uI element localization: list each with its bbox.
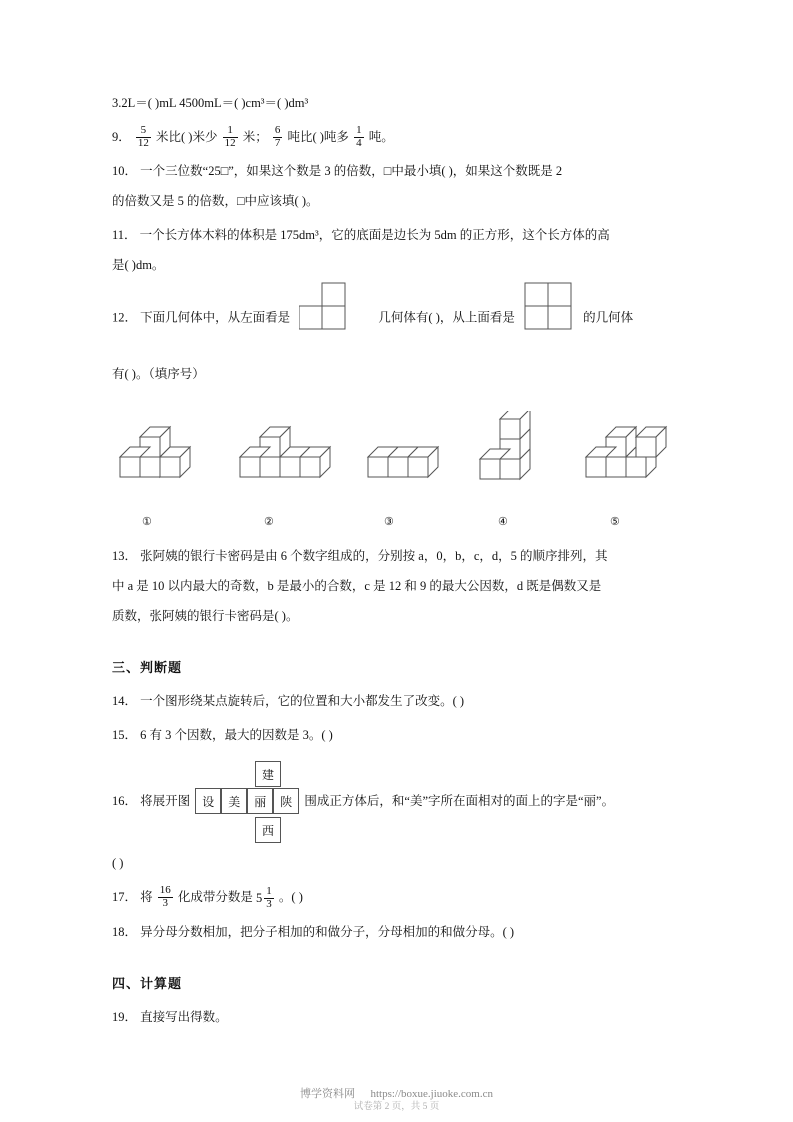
question-11-line1: 11． 一个长方体木料的体积是 175dm³，它的底面是边长为 5dm 的正方形，这个长方体的高: [112, 228, 610, 242]
watermark-right: https://boxue.jiuoke.com.cn: [370, 1088, 493, 1100]
question-19: 19． 直接写出得数。: [112, 1010, 228, 1025]
question-11: [112, 220, 684, 280]
question-12-part4: 有( )。（填序号）: [112, 367, 205, 381]
question-9-part2: 米；: [242, 130, 268, 144]
question-12: [112, 284, 684, 395]
question-14: 14． 一个图形绕某点旋转后，它的位置和大小都发生了改变。( ): [112, 694, 465, 708]
cube-net: [195, 787, 299, 814]
watermark-left: 博学资料网: [299, 1088, 355, 1100]
question-10-number: 10．: [112, 164, 138, 178]
solid-figure-1: [112, 419, 208, 510]
left-view-shape-1: [299, 282, 369, 351]
figure-label-2: ②: [264, 516, 274, 528]
top-view-shape-2: [524, 282, 574, 351]
page-content: [112, 88, 684, 1036]
question-units: [112, 88, 684, 118]
question-14-number: 14．: [112, 694, 138, 708]
question-11-line2: 是( )dm。: [112, 258, 165, 272]
net-cell-bottom: 西: [255, 816, 281, 843]
solid-figure-3: [360, 437, 460, 510]
question-16-answer-blank: ( ): [112, 856, 124, 870]
section-heading-judge: 三、判断题: [112, 660, 183, 675]
question-17-part3: 。( ): [278, 890, 303, 904]
net-cell-2: 美: [221, 788, 247, 814]
question-17-number: 17．: [112, 890, 138, 904]
question-15-number: 15．: [112, 728, 138, 742]
solid-figure-labels: [112, 515, 684, 533]
solid-figure-5: [578, 419, 688, 510]
question-10-line1: 10． 一个三位数“25□”，如果这个数是 3 的倍数，□中最小填( )，如果这个数既是 2: [112, 164, 563, 178]
question-units-text: 3.2L＝( )mL 4500mL＝( )cm³＝( )dm³: [112, 96, 309, 110]
net-middle-row: [112, 788, 684, 816]
mixed-number-5-1-3: 5 $\frac{1}{3}$: [256, 885, 272, 910]
question-13-line2: 中 a 是 10 以内最大的奇数，b 是最小的合数，c 是 12 和 9 的最大公因数，d 既是偶数又是: [112, 579, 602, 593]
fraction-6-7: $\frac{6}{7}$: [274, 124, 281, 149]
solid-figure-4: [470, 411, 560, 512]
question-17-part2: 化成带分数是: [177, 890, 253, 904]
question-17: [112, 882, 684, 913]
net-cell-4: 陕: [273, 788, 299, 814]
question-16-number: 16．: [112, 794, 138, 808]
question-13: [112, 541, 684, 631]
question-19-number: 19．: [112, 1010, 138, 1025]
fraction-1-4: $\frac{1}{4}$: [356, 124, 362, 149]
fraction-5-12: $\frac{5}{12}$: [137, 124, 149, 149]
question-12-number: 12．: [112, 310, 138, 325]
question-15: 15． 6 有 3 个因数，最大的因数是 3。( ): [112, 728, 333, 742]
page-indicator: 试卷第 2 页，共 5 页: [353, 1102, 440, 1112]
fraction-16-3: $\frac{16}{3}$: [159, 884, 171, 909]
question-10-line2: 的倍数又是 5 的倍数，□中应该填( )。: [112, 194, 319, 208]
question-18-number: 18．: [112, 925, 138, 940]
figure-label-5: ⑤: [610, 516, 620, 528]
question-13-number: 13．: [112, 549, 138, 563]
question-13-line3: 质数，张阿姨的银行卡密码是( )。: [112, 609, 299, 623]
question-18: 18． 异分母分数相加，把分子相加的和做分子，分母相加的和做分母。( ): [112, 925, 515, 940]
net-cell-top: 建: [255, 760, 281, 787]
fraction-1-12: $\frac{1}{12}$: [224, 124, 236, 149]
question-12-part3: 的几何体: [583, 310, 634, 325]
solid-figures-row: [112, 411, 684, 511]
question-12-part1: 下面几何体中，从左面看是: [140, 310, 291, 325]
net-cell-1: 设: [195, 788, 221, 814]
question-9-part3: 吨比( )吨多: [287, 130, 349, 144]
question-16: [112, 760, 684, 878]
figure-label-1: ①: [142, 516, 152, 528]
question-16-part2: 围成正方体后，和“美”字所在面相对的面上的字是“丽”。: [304, 794, 615, 808]
net-cell-3: 丽: [247, 788, 273, 814]
net-bottom-row: [112, 816, 684, 844]
question-9-part4: 吨。: [368, 130, 394, 144]
question-12-part2: 几何体有( )，从上面看是: [378, 310, 515, 325]
question-9-number: 9．: [112, 130, 131, 144]
question-9: [112, 122, 684, 152]
question-11-number: 11．: [112, 228, 137, 242]
section-heading-calc: 四、计算题: [112, 976, 183, 992]
solid-figure-2: [232, 419, 342, 510]
question-13-line1: 13． 张阿姨的银行卡密码是由 6 个数字组成的，分别按 a，0，b，c，d，5 的顺序排列，其: [112, 549, 608, 563]
figure-label-4: ④: [498, 516, 508, 528]
figure-label-3: ③: [384, 516, 394, 528]
net-top-row: [112, 760, 684, 788]
question-9-part1: 米比( )米少: [156, 130, 218, 144]
question-16-part1: 将展开图: [140, 794, 191, 808]
question-17-part1: 将: [140, 890, 153, 904]
question-10: [112, 156, 684, 216]
